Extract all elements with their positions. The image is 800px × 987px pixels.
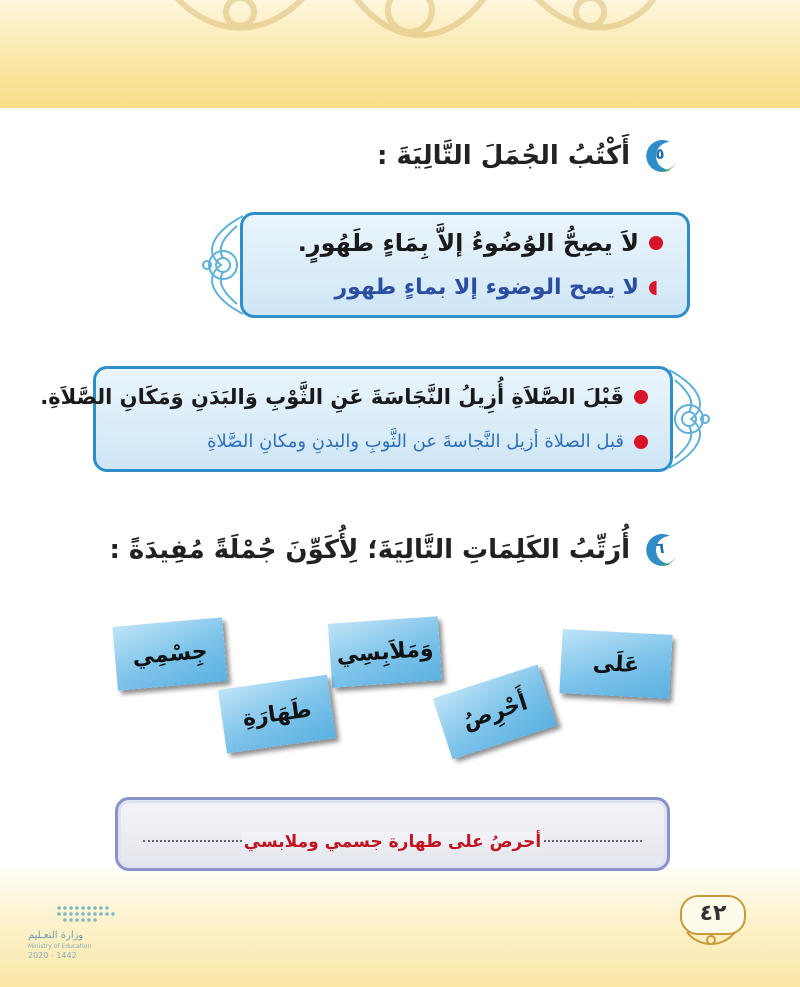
section-6-title — [109, 530, 680, 570]
ministry-year: 2020 - 1442 — [28, 951, 77, 960]
section-number: ٦ — [655, 539, 665, 557]
word-card-jismi[interactable]: جِسْمِي — [112, 617, 227, 690]
rosette-ornament-icon — [193, 212, 249, 318]
copied-sentence[interactable]: قبل الصلاة أزيل النَّجاسةَ عن الثَّوبِ والبدنِ ومكانِ الصَّلاةِ — [207, 431, 624, 452]
word-card-ala[interactable]: عَلَى — [559, 629, 672, 699]
crescent-number-badge-5 — [640, 136, 680, 176]
section-5-title — [377, 136, 680, 176]
red-bullet-icon — [634, 390, 648, 404]
red-bullet-icon — [649, 281, 663, 295]
header-ornament-decoration — [150, 0, 670, 50]
section-title-text: أَكْتُبُ الجُمَلَ التَّالِيَةَ : — [377, 141, 630, 171]
original-sentence: قَبْلَ الصَّلاَةِ أُزِيلُ النَّجَاسَةَ عَنِ الثَّوْبِ وَالبَدَنِ وَمَكَانِ الصَّلاَةِ. — [40, 385, 624, 409]
red-bullet-icon — [634, 435, 648, 449]
word-card-tahara[interactable]: طَهَارَةِ — [218, 675, 336, 754]
answer-box[interactable] — [115, 797, 670, 871]
sentence-box-1 — [240, 212, 690, 318]
header-band — [0, 0, 800, 108]
section-number: ٥ — [655, 145, 665, 163]
sentence-box-2 — [40, 366, 673, 472]
rosette-ornament-icon — [665, 366, 717, 472]
page-number: ٤٢ — [680, 895, 746, 935]
original-sentence: لاَ يصِحُّ الوُضُوءُ إلاَّ بِمَاءٍ طَهُورٍ. — [297, 229, 639, 257]
answer-sentence[interactable]: أحرصُ على طهارة جسمي وملابسي — [243, 832, 542, 852]
word-card-wamalabisi[interactable]: وَمَلاَبِسِي — [328, 616, 442, 688]
copied-sentence-line — [96, 431, 670, 452]
crescent-number-badge-6 — [640, 530, 680, 570]
answer-text — [118, 832, 667, 852]
original-sentence-line — [243, 229, 687, 257]
ministry-name: وزارة التعـليم — [28, 930, 84, 941]
original-sentence-line — [40, 385, 670, 409]
ministry-name-english: Ministry of Education — [28, 943, 92, 950]
copied-sentence[interactable]: لا يصح الوضوء إلا بماءٍ طهور — [334, 275, 639, 300]
word-card-ahrisu[interactable]: أَحْرِصُ — [433, 665, 557, 760]
page-number-ornament-icon — [683, 928, 739, 950]
copied-sentence-line — [243, 275, 687, 300]
red-bullet-icon — [649, 236, 663, 250]
section-title-text: أُرَتِّبُ الكَلِمَاتِ التَّالِيَةَ؛ لِأُكَوِّنَ جُمْلَةً مُفِيدَةً : — [109, 535, 630, 565]
